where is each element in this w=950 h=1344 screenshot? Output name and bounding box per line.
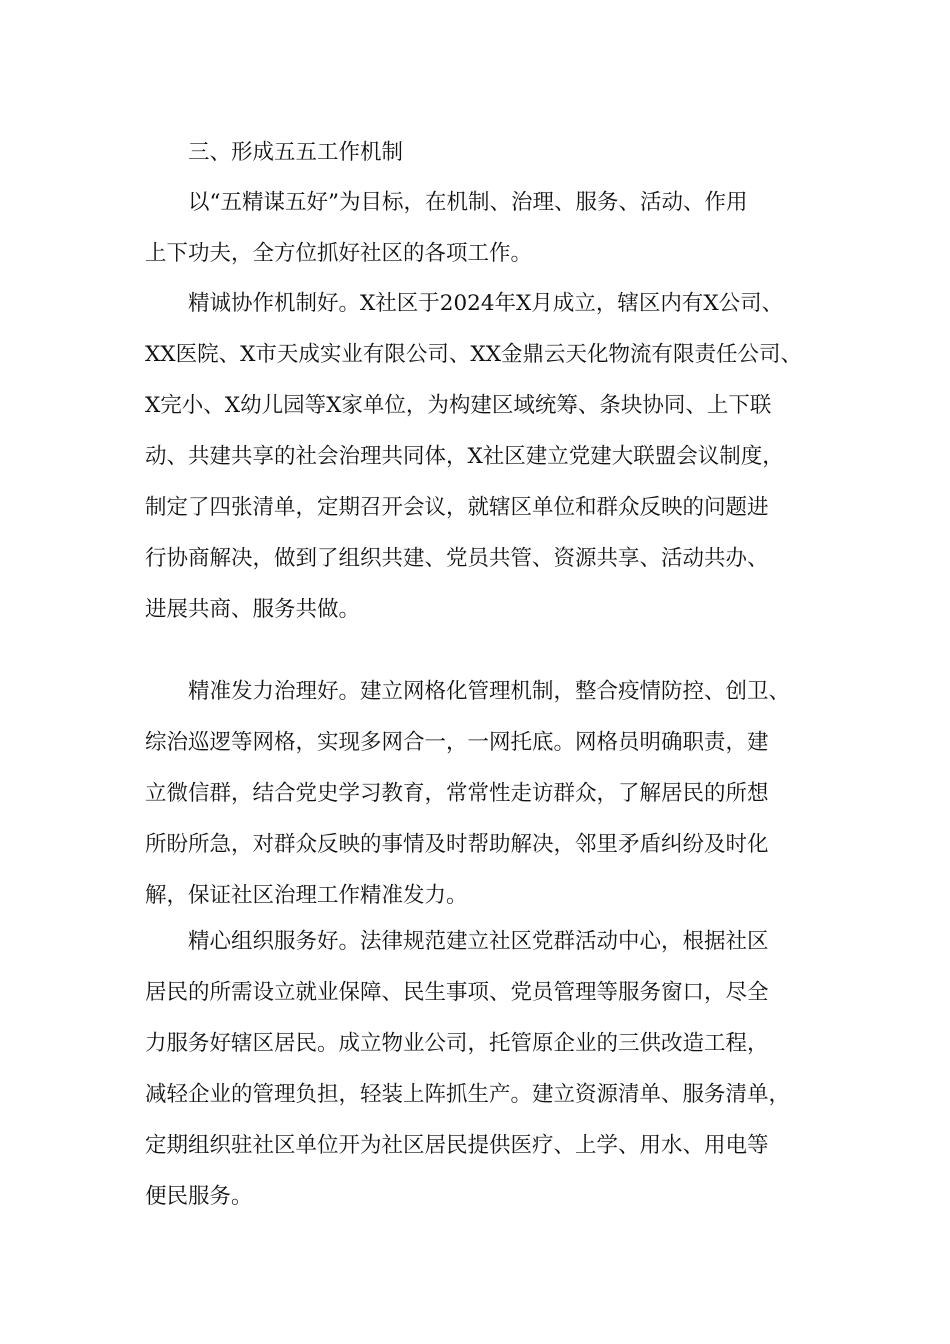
paragraph-line: 减轻企业的管理负担，轻装上阵抓生产。建立资源清单、服务清单， <box>145 1082 791 1107</box>
paragraph-governance <box>145 666 835 921</box>
paragraph-line: 精准发力治理好。建立网格化管理机制，整合疫情防控、创卫、 <box>188 679 791 704</box>
paragraph-line: 居民的所需设立就业保障、民生事项、党员管理等服务窗口，尽全 <box>145 980 769 1005</box>
paragraph-line: 力服务好辖区居民。成立物业公司，托管原企业的三供改造工程， <box>145 1031 769 1056</box>
paragraph-line: 制定了四张清单，定期召开会议，就辖区单位和群众反映的问题进 <box>145 495 769 520</box>
paragraph-line: 综治巡逻等网格，实现多网合一，一网托底。网格员明确职责，建 <box>145 730 769 755</box>
paragraph-line: 所盼所急，对群众反映的事情及时帮助解决，邻里矛盾纠纷及时化 <box>145 832 769 857</box>
paragraph-line: 上下功夫，全方位抓好社区的各项工作。 <box>145 241 533 266</box>
section-heading <box>145 127 835 178</box>
paragraph-line: 定期组织驻社区单位开为社区居民提供医疗、上学、用水、用电等 <box>145 1133 769 1158</box>
paragraph-line: 精诚协作机制好。X社区于2024年X月成立，辖区内有X公司、 <box>188 291 784 316</box>
paragraph-line: 行协商解决，做到了组织共建、党员共管、资源共享、活动共办、 <box>145 546 769 571</box>
paragraph-line: 动、共建共享的社会治理共同体，X社区建立党建大联盟会议制度， <box>145 444 784 469</box>
paragraph-line: 便民服务。 <box>145 1184 253 1209</box>
paragraph-line: 解，保证社区治理工作精准发力。 <box>145 883 468 908</box>
paragraph-intro <box>145 177 835 279</box>
paragraph-line: XX医院、X市天成实业有限公司、XX金鼎云天化物流有限责任公司、 <box>145 342 803 367</box>
paragraph-service <box>145 916 835 1222</box>
paragraph-line: 精心组织服务好。法律规范建立社区党群活动中心，根据社区 <box>188 929 769 954</box>
paragraph-line: 进展共商、服务共做。 <box>145 597 361 622</box>
paragraph-line: X完小、X幼儿园等X家单位，为构建区域统筹、条块协同、上下联 <box>145 393 772 418</box>
paragraph-mechanism <box>145 278 835 635</box>
heading-line: 三、形成五五工作机制 <box>188 140 404 165</box>
paragraph-line: 立微信群，结合党史学习教育，常常性走访群众，了解居民的所想 <box>145 781 769 806</box>
paragraph-line: 以“五精谋五好”为目标，在机制、治理、服务、活动、作用 <box>188 190 748 215</box>
